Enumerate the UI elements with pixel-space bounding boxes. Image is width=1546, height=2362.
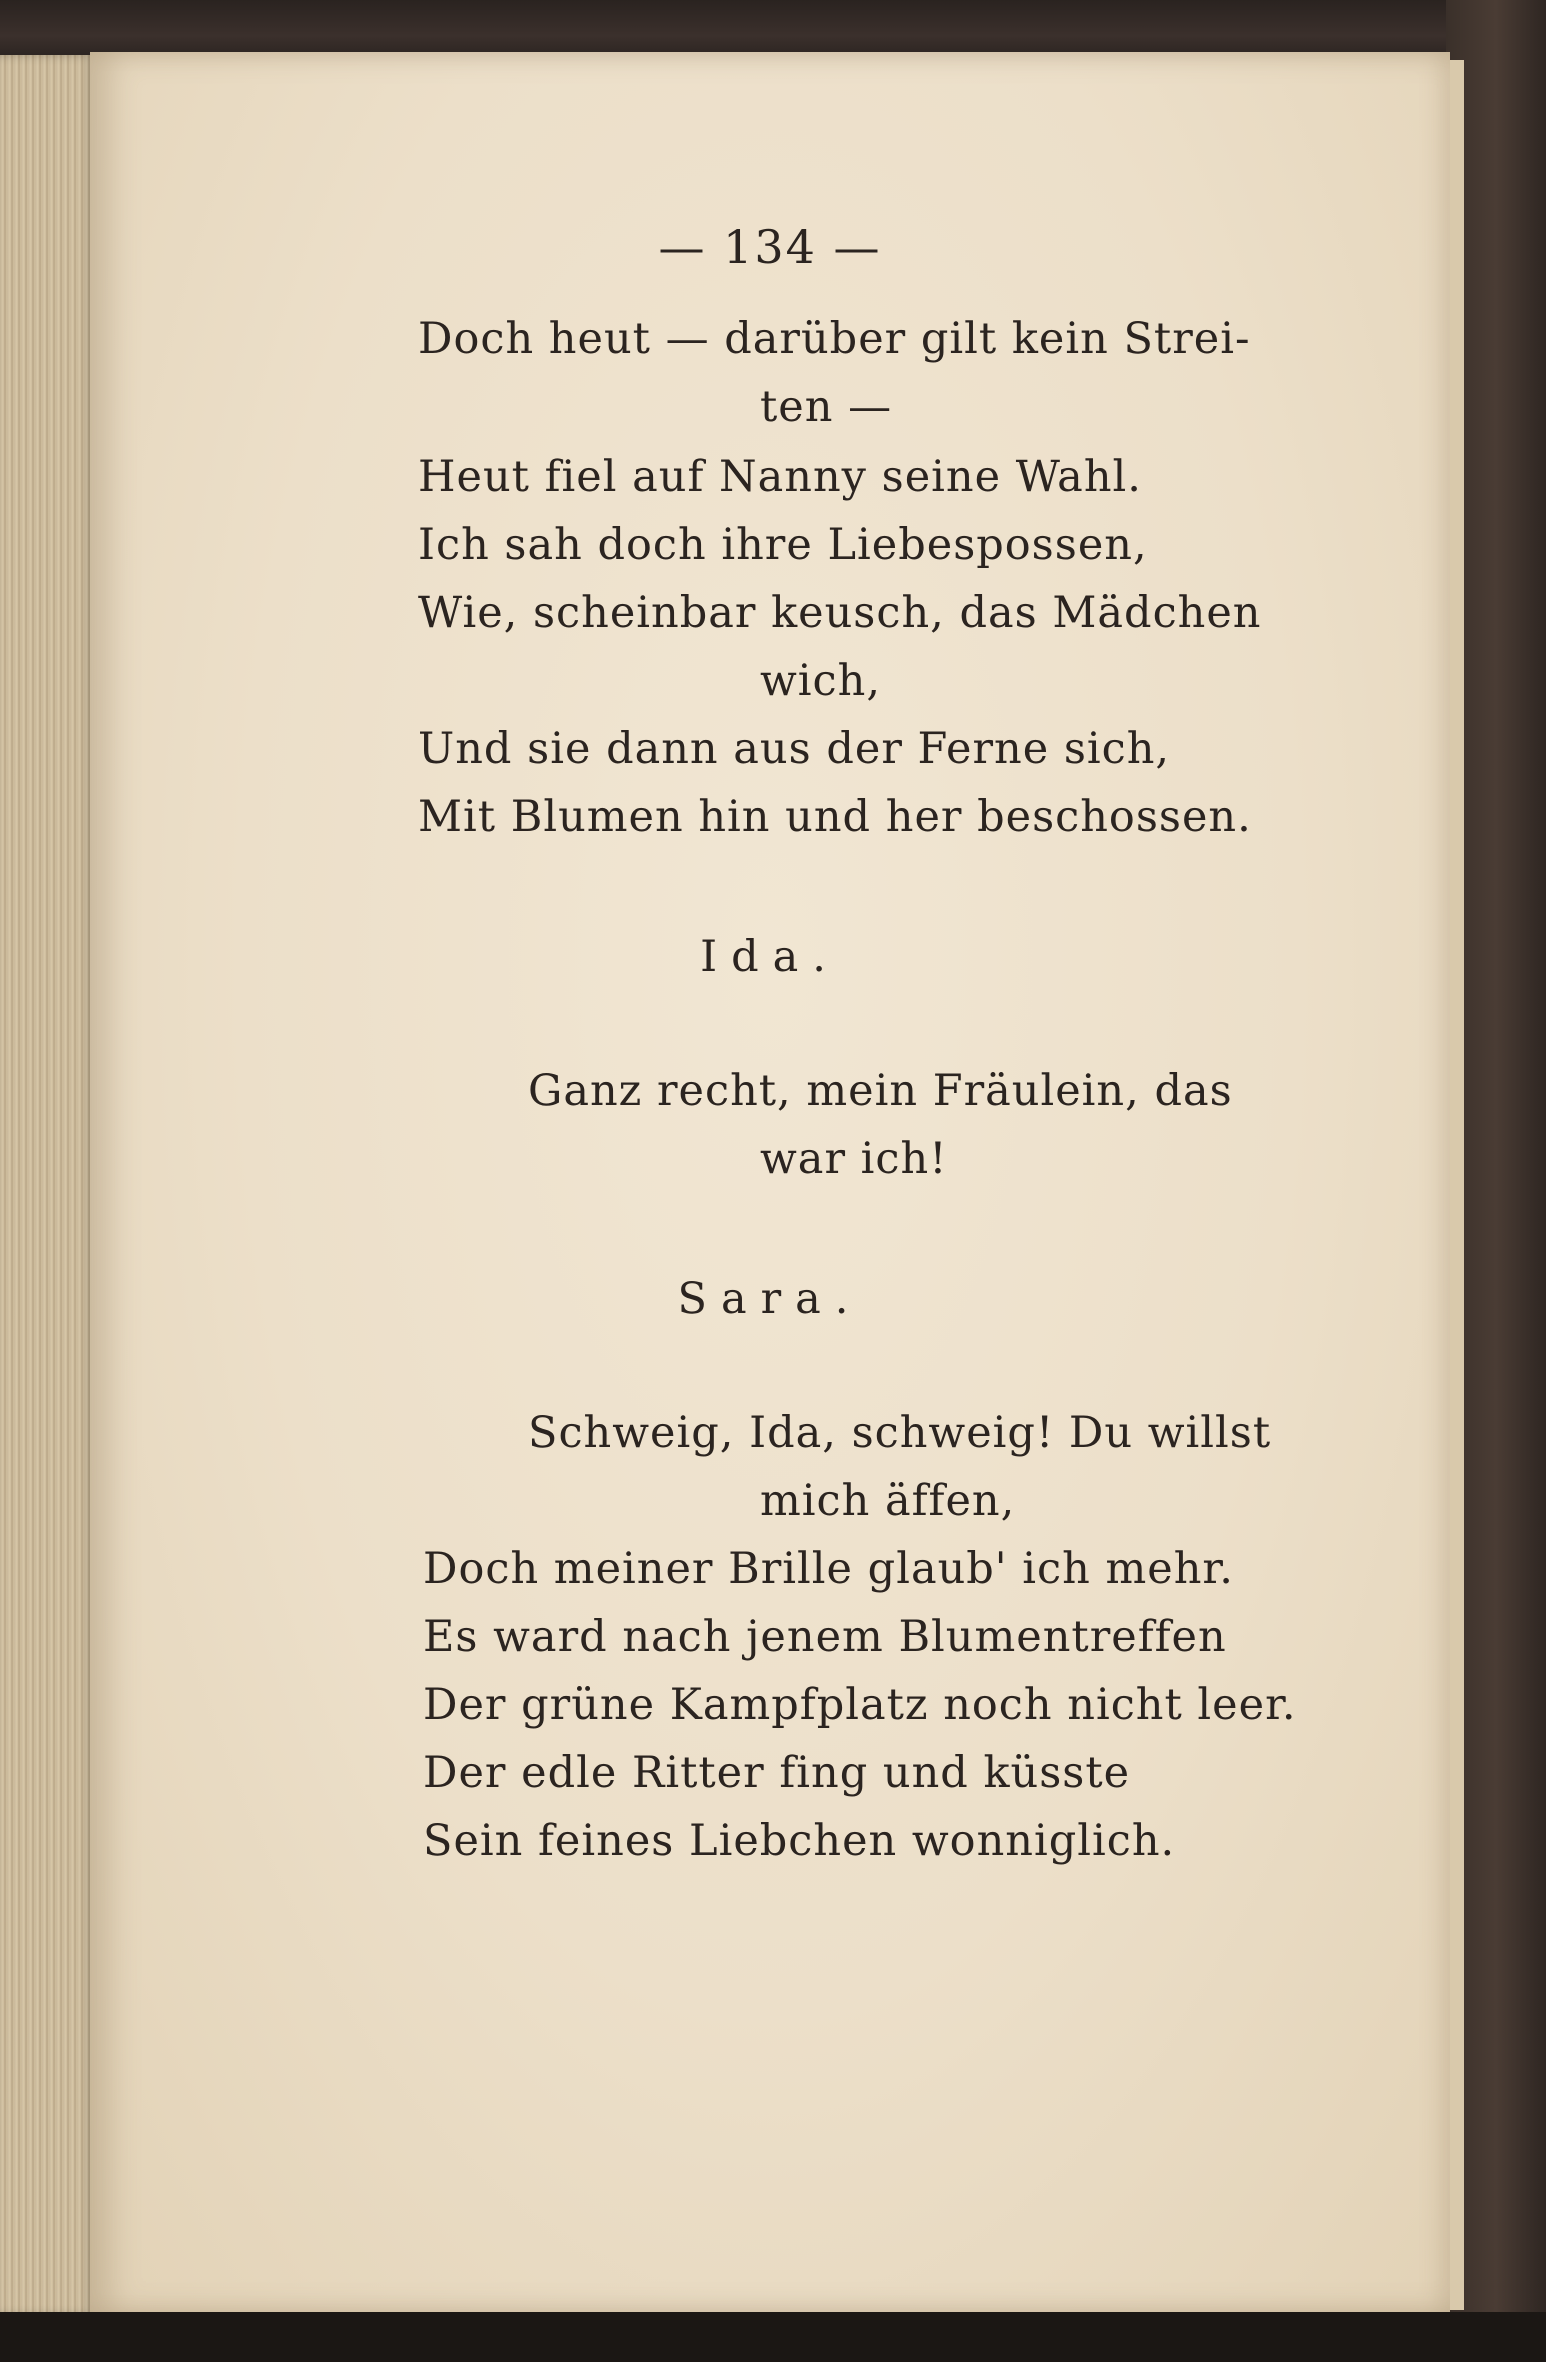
- page-text: [90, 52, 1450, 2314]
- page-right-edge: [1450, 60, 1464, 2310]
- speaker-name: Ida.: [700, 932, 840, 982]
- verse-line: Und sie dann aus der Ferne sich,: [418, 724, 1171, 774]
- verse-line: wich,: [760, 656, 882, 706]
- verse-line: Der edle Ritter fing und küsste: [423, 1748, 1131, 1798]
- verse-line: Sein feines Liebchen wonniglich.: [423, 1816, 1176, 1866]
- verse-line: Mit Blumen hin und her beschossen.: [418, 792, 1252, 842]
- verse-line: Doch meiner Brille glaub' ich mehr.: [423, 1544, 1234, 1594]
- verse-line: war ich!: [760, 1134, 948, 1184]
- page-edges: [0, 55, 95, 2315]
- verse-line: ten —: [760, 382, 893, 432]
- verse-line: Wie, scheinbar keusch, das Mädchen: [418, 588, 1262, 638]
- verse-line: Ganz recht, mein Fräulein, das: [528, 1066, 1233, 1116]
- verse-line: Heut fiel auf Nanny seine Wahl.: [418, 452, 1142, 502]
- verse-line: Ich sah doch ihre Liebespossen,: [418, 520, 1148, 570]
- speaker-name: Sara.: [677, 1274, 863, 1324]
- verse-line: mich äffen,: [760, 1476, 1016, 1526]
- verse-line: Schweig, Ida, schweig! Du willst: [528, 1408, 1272, 1458]
- verse-line: Es ward nach jenem Blumentreffen: [423, 1612, 1227, 1662]
- book-cover-top: [0, 0, 1546, 60]
- page-number: — 134 —: [658, 220, 882, 274]
- verse-line: Doch heut — darüber gilt kein Strei-: [418, 314, 1251, 364]
- page: [90, 52, 1450, 2314]
- book-cover-bottom: [0, 2312, 1546, 2362]
- verse-line: Der grüne Kampfplatz noch nicht leer.: [423, 1680, 1297, 1730]
